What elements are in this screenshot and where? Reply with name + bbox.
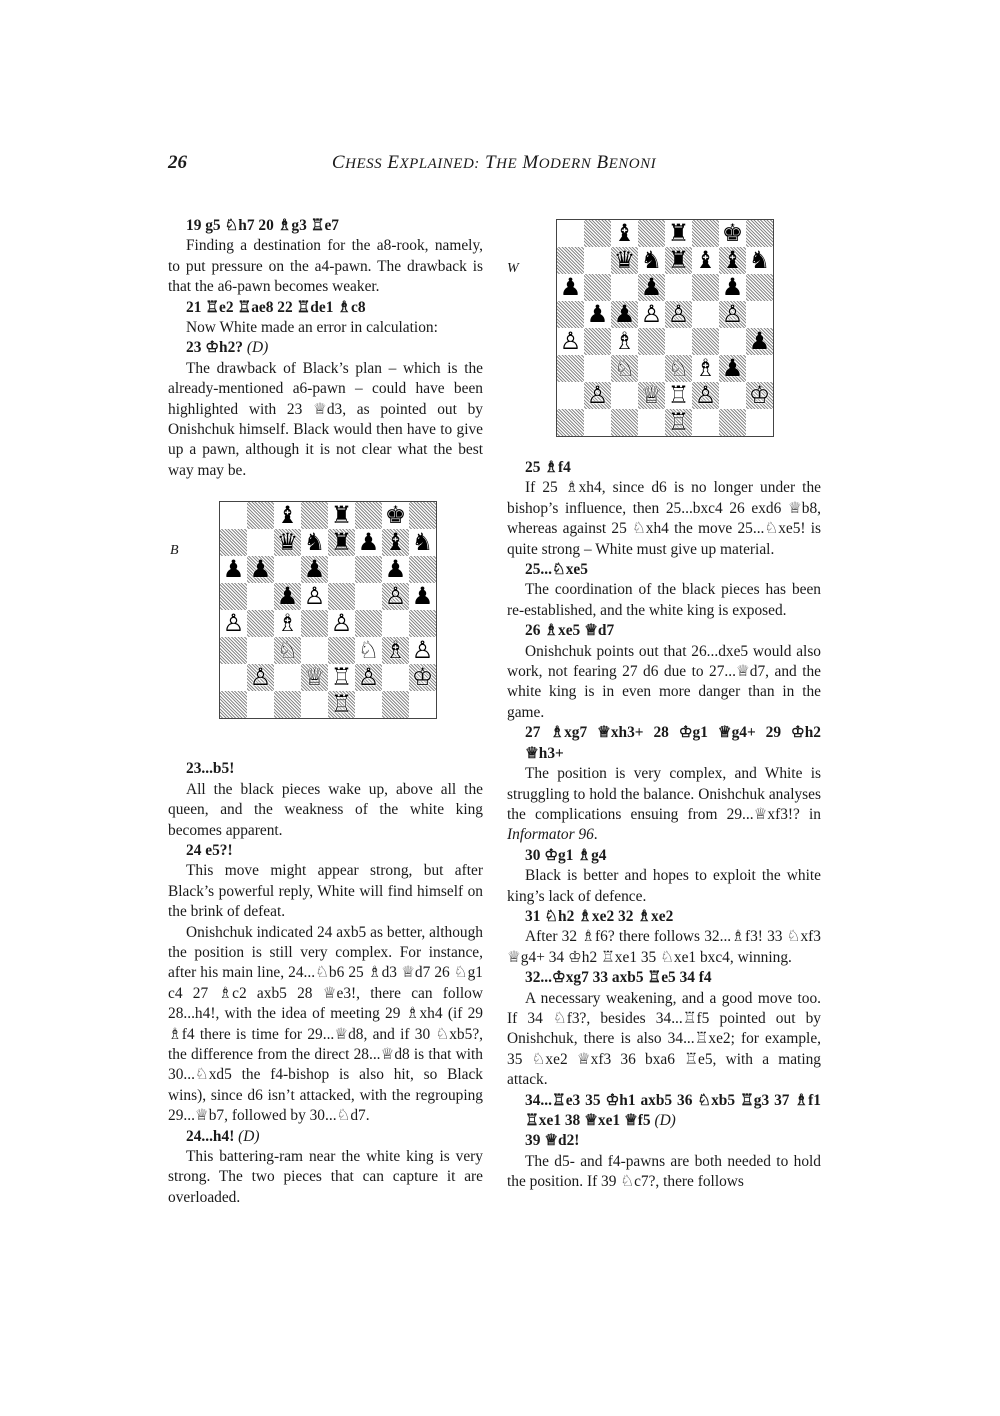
white-king-icon: ♔: [411, 663, 434, 691]
board-square: [638, 409, 665, 436]
black-rook-icon: ♜: [330, 501, 353, 529]
black-bishop-icon: ♝: [721, 246, 744, 274]
board-square: [220, 664, 247, 691]
board-square: [247, 529, 274, 556]
board-square: [355, 610, 382, 637]
board-square: [382, 691, 409, 718]
board-square: [692, 328, 719, 355]
board-square: [638, 220, 665, 247]
board-square: [328, 556, 355, 583]
board-square: [301, 610, 328, 637]
board-square: [638, 355, 665, 382]
white-knight-icon: ♘: [357, 636, 380, 664]
white-bishop-icon: ♗: [694, 354, 717, 382]
black-pawn-icon: ♟: [303, 555, 326, 583]
board-square: [274, 556, 301, 583]
board-square: [409, 610, 436, 637]
black-knight-icon: ♞: [748, 246, 771, 274]
board-square: [274, 664, 301, 691]
board-square: [746, 220, 773, 247]
white-bishop-icon: ♗: [276, 609, 299, 637]
chessboard: [219, 501, 437, 719]
black-pawn-icon: ♟: [640, 273, 663, 301]
black-bishop-icon: ♝: [694, 246, 717, 274]
white-rook-icon: ♖: [667, 408, 690, 436]
board-square: [355, 502, 382, 529]
board-square: [719, 409, 746, 436]
white-pawn-icon: ♙: [384, 582, 407, 610]
white-queen-icon: ♕: [303, 663, 326, 691]
board-square: [301, 637, 328, 664]
board-square: [746, 355, 773, 382]
board-square: [409, 556, 436, 583]
chessboard: [556, 219, 774, 437]
board-square: [355, 583, 382, 610]
move-line: 31 ♘h2 ♗xe2 32 ♗xe2: [525, 907, 674, 925]
commentary-paragraph: This battering-ram near the white king is very strong. The two pieces that can capture it are overloaded.: [168, 1148, 483, 1206]
white-king-icon: ♔: [748, 381, 771, 409]
board-square: [220, 637, 247, 664]
white-rook-icon: ♖: [330, 663, 353, 691]
page-number: 26: [168, 152, 187, 173]
board-square: [328, 583, 355, 610]
commentary-paragraph: Black is better and hopes to exploit the white king’s lack of defence.: [507, 867, 821, 905]
board-square: [274, 691, 301, 718]
white-knight-icon: ♘: [613, 354, 636, 382]
black-king-icon: ♚: [384, 501, 407, 529]
move-line: 27 ♗xg7 ♕xh3+ 28 ♔g1 ♕g4+ 29 ♔h2 ♕h3+: [525, 724, 821, 762]
board-square: [247, 691, 274, 718]
board-square: [220, 502, 247, 529]
white-pawn-icon: ♙: [559, 327, 582, 355]
commentary-paragraph: The coordination of the black pieces has been re-established, and the white king is exposed.: [507, 581, 821, 619]
white-knight-icon: ♘: [276, 636, 299, 664]
board-square: [247, 583, 274, 610]
commentary-paragraph: If 25 ♗xh4, since d6 is no longer under the bishop’s influence, then 25...bxc4 26 exd6 ♕b8, whereas against 25 ♘xh4 the move 25...♘xe5! is quite strong – White must give up material.: [507, 479, 821, 558]
running-title: [168, 152, 820, 174]
board-square: [611, 409, 638, 436]
white-bishop-icon: ♗: [384, 636, 407, 664]
black-rook-icon: ♜: [667, 219, 690, 247]
board-square: [382, 610, 409, 637]
white-queen-icon: ♕: [640, 381, 663, 409]
white-pawn-icon: ♙: [303, 582, 326, 610]
move-line: 26 ♗xe5 ♕d7: [525, 622, 615, 640]
board-square: [584, 328, 611, 355]
board-square: [692, 274, 719, 301]
board-square: [584, 409, 611, 436]
white-pawn-icon: ♙: [249, 663, 272, 691]
move-line: 21 ♖e2 ♖ae8 22 ♖de1 ♗c8: [186, 298, 366, 316]
board-square: [746, 274, 773, 301]
commentary-paragraph: Now White made an error in calculation:: [186, 319, 438, 337]
board-square: [355, 691, 382, 718]
board-square: [301, 691, 328, 718]
black-pawn-icon: ♟: [748, 327, 771, 355]
board-square: [220, 691, 247, 718]
move-line: 39 ♕d2!: [525, 1132, 580, 1150]
board-square: [719, 382, 746, 409]
move-line: 24...h4! (D): [186, 1127, 260, 1145]
board-square: [719, 328, 746, 355]
black-pawn-icon: ♟: [276, 582, 299, 610]
commentary-paragraph: A necessary weakening, and a good move too. If 34 ♘f3?, besides 34...♖f5 pointed out by Onishchuk, there is also 34...♖xe2; for example, 35 ♘xe2 ♕xf3 36 bxa6 ♖e5, with a mating attack.: [507, 989, 821, 1089]
black-pawn-icon: ♟: [411, 582, 434, 610]
black-king-icon: ♚: [721, 219, 744, 247]
black-pawn-icon: ♟: [357, 528, 380, 556]
move-line: 24 e5?!: [186, 841, 233, 859]
board-square: [665, 328, 692, 355]
board-square: [382, 664, 409, 691]
move-line: 25 ♗f4: [525, 459, 571, 476]
board-square: [247, 502, 274, 529]
black-bishop-icon: ♝: [276, 501, 299, 529]
board-square: [557, 220, 584, 247]
move-line: 32...♔xg7 33 axb5 ♖e5 34 f4: [525, 969, 712, 987]
board-square: [355, 556, 382, 583]
commentary-paragraph: The position is very complex, and White is struggling to hold the balance. Onishchuk analyses the complications ensuing from 29...♕xf3!? in Informator 96.: [507, 765, 821, 844]
commentary-paragraph: The drawback of Black’s plan – which is the already-mentioned a6-pawn – could have been highlighted with 23 ♕d3, as pointed out by Onishchuk himself. Black would then have to give up a pawn, although it is not clear what the best way may be.: [168, 359, 483, 479]
commentary-paragraph: After 32 ♗f6? there follows 32...♗f3! 33 ♘xf3 ♕g4+ 34 ♔h2 ♖xe1 35 ♘xe1 bxc4, winning.: [507, 928, 821, 966]
board-square: [638, 328, 665, 355]
page-header: [168, 152, 820, 178]
right-column: [507, 458, 821, 1193]
white-pawn-icon: ♙: [667, 300, 690, 328]
black-pawn-icon: ♟: [384, 555, 407, 583]
board-square: [746, 301, 773, 328]
board-square: [557, 409, 584, 436]
black-pawn-icon: ♟: [613, 300, 636, 328]
white-pawn-icon: ♙: [357, 663, 380, 691]
board-square: [247, 637, 274, 664]
board-square: [746, 409, 773, 436]
white-pawn-icon: ♙: [330, 609, 353, 637]
board-square: [584, 220, 611, 247]
commentary-paragraph: All the black pieces wake up, above all the queen, and the weakness of the white king becomes apparent.: [168, 780, 483, 839]
white-knight-icon: ♘: [667, 354, 690, 382]
side-to-move-label: W: [507, 261, 519, 276]
side-to-move-label: B: [170, 543, 179, 558]
black-queen-icon: ♛: [613, 246, 636, 274]
black-pawn-icon: ♟: [586, 300, 609, 328]
move-line: 25...♘xe5: [525, 561, 588, 579]
black-knight-icon: ♞: [411, 528, 434, 556]
white-pawn-icon: ♙: [694, 381, 717, 409]
white-pawn-icon: ♙: [721, 300, 744, 328]
white-bishop-icon: ♗: [613, 327, 636, 355]
board-square: [247, 610, 274, 637]
white-pawn-icon: ♙: [586, 381, 609, 409]
board-square: [665, 274, 692, 301]
board-square: [611, 274, 638, 301]
board-square: [557, 382, 584, 409]
white-pawn-icon: ♙: [222, 609, 245, 637]
board-square: [301, 502, 328, 529]
board-square: [692, 409, 719, 436]
commentary-paragraph: Onishchuk points out that 26...dxe5 would also work, not fearing 27 d6 due to 27...♕d7, and the white king is in even more danger than in the game.: [507, 642, 821, 721]
white-pawn-icon: ♙: [411, 636, 434, 664]
commentary-paragraph: The d5- and f4-pawns are both needed to hold the position. If 39 ♘c7?, there follows: [507, 1152, 821, 1191]
board-square: [692, 220, 719, 247]
board-square: [409, 502, 436, 529]
move-line: 19 g5 ♘h7 20 ♗g3 ♖e7: [186, 217, 339, 234]
board-square: [220, 529, 247, 556]
black-knight-icon: ♞: [640, 246, 663, 274]
commentary-paragraph: Finding a destination for the a8-rook, namely, to put pressure on the a4-pawn. The drawback is that the a6-pawn becomes weaker.: [168, 237, 483, 296]
black-pawn-icon: ♟: [222, 555, 245, 583]
commentary-paragraph: Onishchuk indicated 24 axb5 as better, although the position is still very complex. For instance, after his main line, 24...♘b6 25 ♗d3 ♕d7 26 ♘g1 c4 27 ♗c2 axb5 28 ♕e3!, there can follow 28...h4!, with the idea of meeting 29 ♗xh4 (if 29 ♗f4 there is time for 29...♕d8, and if 30 ♘xb5?, the difference from the direct 28...♕d8 is that with 30...♘xd5 the f4-bishop is also hit, so Black wins), since d6 isn’t attacked, with the regrouping 29...♕b7, followed by 30...♘d7.: [168, 923, 483, 1125]
move-line: 23...b5!: [186, 760, 235, 778]
black-pawn-icon: ♟: [721, 354, 744, 382]
white-pawn-icon: ♙: [640, 300, 663, 328]
black-queen-icon: ♛: [276, 528, 299, 556]
black-pawn-icon: ♟: [249, 555, 272, 583]
board-square: [557, 301, 584, 328]
board-square: [584, 247, 611, 274]
board-square: [409, 691, 436, 718]
board-square: [557, 247, 584, 274]
black-pawn-icon: ♟: [721, 273, 744, 301]
commentary-paragraph: This move might appear strong, but after Black’s powerful reply, White will find himself on the brink of defeat.: [168, 862, 483, 921]
board-square: [328, 637, 355, 664]
board-square: [611, 382, 638, 409]
running-title-text: CHESS EXPLAINED: THE MODERN BENONI: [331, 152, 657, 173]
black-bishop-icon: ♝: [613, 219, 636, 247]
board-square: [584, 274, 611, 301]
board-square: [557, 355, 584, 382]
black-rook-icon: ♜: [330, 528, 353, 556]
black-pawn-icon: ♟: [559, 273, 582, 301]
board-square: [220, 583, 247, 610]
move-line: 30 ♔g1 ♗g4: [525, 846, 607, 864]
white-rook-icon: ♖: [330, 690, 353, 718]
black-knight-icon: ♞: [303, 528, 326, 556]
black-bishop-icon: ♝: [384, 528, 407, 556]
move-line: 34...♖e3 35 ♔h1 axb5 36 ♘xb5 ♖g3 37 ♗f1 ♖xe1 38 ♕xe1 ♕f5 (D): [525, 1091, 821, 1129]
white-rook-icon: ♖: [667, 381, 690, 409]
board-square: [692, 301, 719, 328]
move-line: 23 ♔h2? (D): [186, 339, 269, 357]
board-square: [584, 355, 611, 382]
black-rook-icon: ♜: [667, 246, 690, 274]
